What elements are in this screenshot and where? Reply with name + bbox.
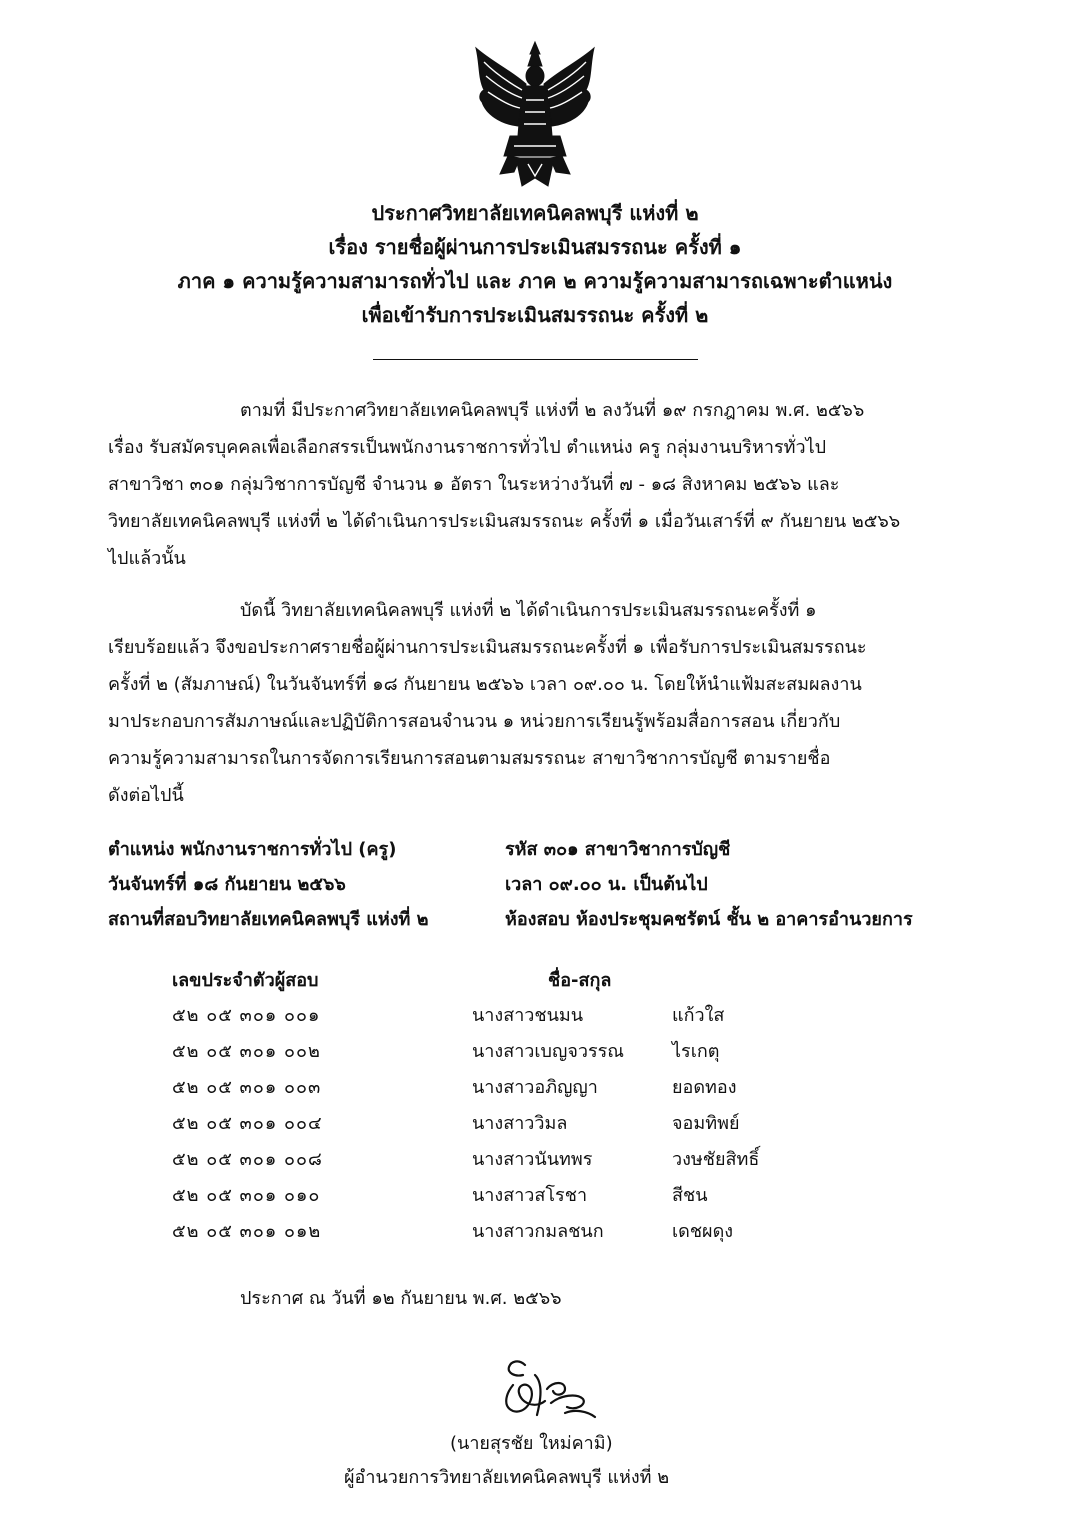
- paragraph-1-line: วิทยาลัยเทคนิคลพบุรี แห่งที่ ๒ ได้ดำเนินการประเมินสมรรถนะ ครั้งที่ ๑ เมื่อวันเสาร์ที่ ๙ กันยายน ๒๕๖๖: [108, 511, 901, 532]
- candidate-last-name: ยอดทอง: [672, 1076, 737, 1098]
- candidate-id: ๕๒ ๐๕ ๓๐๑ ๐๐๒: [172, 1040, 321, 1062]
- table-header: [172, 962, 832, 996]
- candidate-last-name: สีชน: [672, 1184, 708, 1206]
- candidate-first-name: นางสาวสโรชา: [472, 1184, 588, 1206]
- candidate-first-name: นางสาวกมลชนก: [472, 1220, 604, 1242]
- candidate-id: ๕๒ ๐๕ ๓๐๑ ๐๑๐: [172, 1184, 321, 1206]
- candidate-last-name: จอมทิพย์: [672, 1112, 740, 1134]
- position-info: [108, 832, 968, 937]
- paragraph-2-line: มาประกอบการสัมภาษณ์และปฏิบัติการสอนจำนวน ๑ หน่วยการเรียนรู้พร้อมสื่อการสอน เกี่ยวกับ: [108, 711, 841, 732]
- table-row: [172, 1212, 832, 1248]
- paragraph-2-line: ความรู้ความสามารถในการจัดการเรียนการสอนตามสมรรถนะ สาขาวิชาการบัญชี ตามรายชื่อ: [108, 748, 831, 769]
- announcement-heading: [0, 196, 1070, 332]
- handwritten-signature: [495, 1355, 605, 1425]
- heading-line-4: เพื่อเข้ารับการประเมินสมรรถนะ ครั้งที่ ๒: [361, 303, 709, 327]
- candidate-id: ๕๒ ๐๕ ๓๐๑ ๐๐๔: [172, 1112, 323, 1134]
- table-row: [172, 1176, 832, 1212]
- header-full-name: ชื่อ-สกุล: [548, 969, 612, 991]
- paragraph-2: [108, 592, 960, 814]
- candidate-first-name: นางสาววิมล: [472, 1112, 568, 1134]
- candidate-first-name: นางสาวเบญจวรรณ: [472, 1040, 625, 1062]
- heading-line-1: ประกาศวิทยาลัยเทคนิคลพบุรี แห่งที่ ๒: [371, 201, 699, 225]
- candidate-last-name: เดชผดุง: [672, 1220, 734, 1242]
- candidate-last-name: วงษชัยสิทธิ์: [672, 1148, 760, 1170]
- heading-line-3: ภาค ๑ ความรู้ความสามารถทั่วไป และ ภาค ๒ ความรู้ความสามารถเฉพาะตำแหน่ง: [177, 269, 893, 293]
- candidate-first-name: นางสาวชนมน: [472, 1004, 584, 1026]
- paragraph-1: [108, 392, 960, 577]
- candidate-id: ๕๒ ๐๕ ๓๐๑ ๐๐๑: [172, 1004, 321, 1026]
- signer-name: (นายสุรชัย ใหม่คามิ): [450, 1433, 613, 1454]
- position-label: ตำแหน่ง พนักงานราชการทั่วไป (ครู): [108, 839, 397, 860]
- candidate-first-name: นางสาวอภิญญา: [472, 1076, 598, 1098]
- candidate-last-name: แก้วใส: [672, 1004, 725, 1026]
- candidate-id: ๕๒ ๐๕ ๓๐๑ ๐๐๘: [172, 1148, 323, 1170]
- heading-line-2: เรื่อง รายชื่อผู้ผ่านการประเมินสมรรถนะ ครั้งที่ ๑: [328, 235, 742, 259]
- table-row: [172, 1140, 832, 1176]
- table-row: [172, 1068, 832, 1104]
- table-row: [172, 1032, 832, 1068]
- paragraph-1-line: สาขาวิชา ๓๐๑ กลุ่มวิชาการบัญชี จำนวน ๑ อัตรา ในระหว่างวันที่ ๗ - ๑๘ สิงหาคม ๒๕๖๖ และ: [108, 474, 840, 495]
- announcement-date: ประกาศ ณ วันที่ ๑๒ กันยายน พ.ศ. ๒๕๖๖: [240, 1288, 562, 1309]
- table-row: [172, 996, 832, 1032]
- signer-title: ผู้อำนวยการวิทยาลัยเทคนิคลพบุรี แห่งที่ ๒: [344, 1467, 670, 1488]
- candidate-last-name: ไรเกตุ: [672, 1040, 720, 1062]
- header-candidate-id: เลขประจำตัวผู้สอบ: [172, 969, 319, 991]
- heading-divider: [373, 359, 698, 360]
- paragraph-1-line: เรื่อง รับสมัครบุคคลเพื่อเลือกสรรเป็นพนักงานราชการทั่วไป ตำแหน่ง ครู กลุ่มงานบริหารทั่วไป: [108, 437, 827, 458]
- paragraph-2-line: ดังต่อไปนี้: [108, 785, 184, 806]
- paragraph-2-line: ครั้งที่ ๒ (สัมภาษณ์) ในวันจันทร์ที่ ๑๘ กันยายน ๒๕๖๖ เวลา ๐๙.๐๐ น. โดยให้นำแฟ้มสะสมผลงาน: [108, 674, 862, 695]
- position-code: รหัส ๓๐๑ สาขาวิชาการบัญชี: [505, 839, 731, 860]
- paragraph-2-line: เรียบร้อยแล้ว จึงขอประกาศรายชื่อผู้ผ่านการประเมินสมรรถนะครั้งที่ ๑ เพื่อรับการประเมินสมรรถนะ: [108, 637, 867, 658]
- candidate-id: ๕๒ ๐๕ ๓๐๑ ๐๐๓: [172, 1076, 322, 1098]
- exam-room: ห้องสอบ ห้องประชุมคชรัตน์ ชั้น ๒ อาคารอำนวยการ: [505, 909, 913, 930]
- candidate-id: ๕๒ ๐๕ ๓๐๑ ๐๑๒: [172, 1220, 322, 1242]
- table-row: [172, 1104, 832, 1140]
- exam-day: วันจันทร์ที่ ๑๘ กันยายน ๒๕๖๖: [108, 874, 346, 895]
- paragraph-1-line: ไปแล้วนั้น: [108, 548, 186, 569]
- exam-venue: สถานที่สอบวิทยาลัยเทคนิคลพบุรี แห่งที่ ๒: [108, 909, 429, 930]
- candidate-first-name: นางสาวนันทพร: [472, 1148, 593, 1170]
- exam-time: เวลา ๐๙.๐๐ น. เป็นต้นไป: [505, 874, 708, 895]
- garuda-emblem-icon: [470, 40, 600, 190]
- paragraph-2-line: บัดนี้ วิทยาลัยเทคนิคลพบุรี แห่งที่ ๒ ได้ดำเนินการประเมินสมรรถนะครั้งที่ ๑: [240, 600, 817, 621]
- candidate-table: [172, 962, 832, 1248]
- paragraph-1-line: ตามที่ มีประกาศวิทยาลัยเทคนิคลพบุรี แห่งที่ ๒ ลงวันที่ ๑๙ กรกฎาคม พ.ศ. ๒๕๖๖: [240, 400, 865, 421]
